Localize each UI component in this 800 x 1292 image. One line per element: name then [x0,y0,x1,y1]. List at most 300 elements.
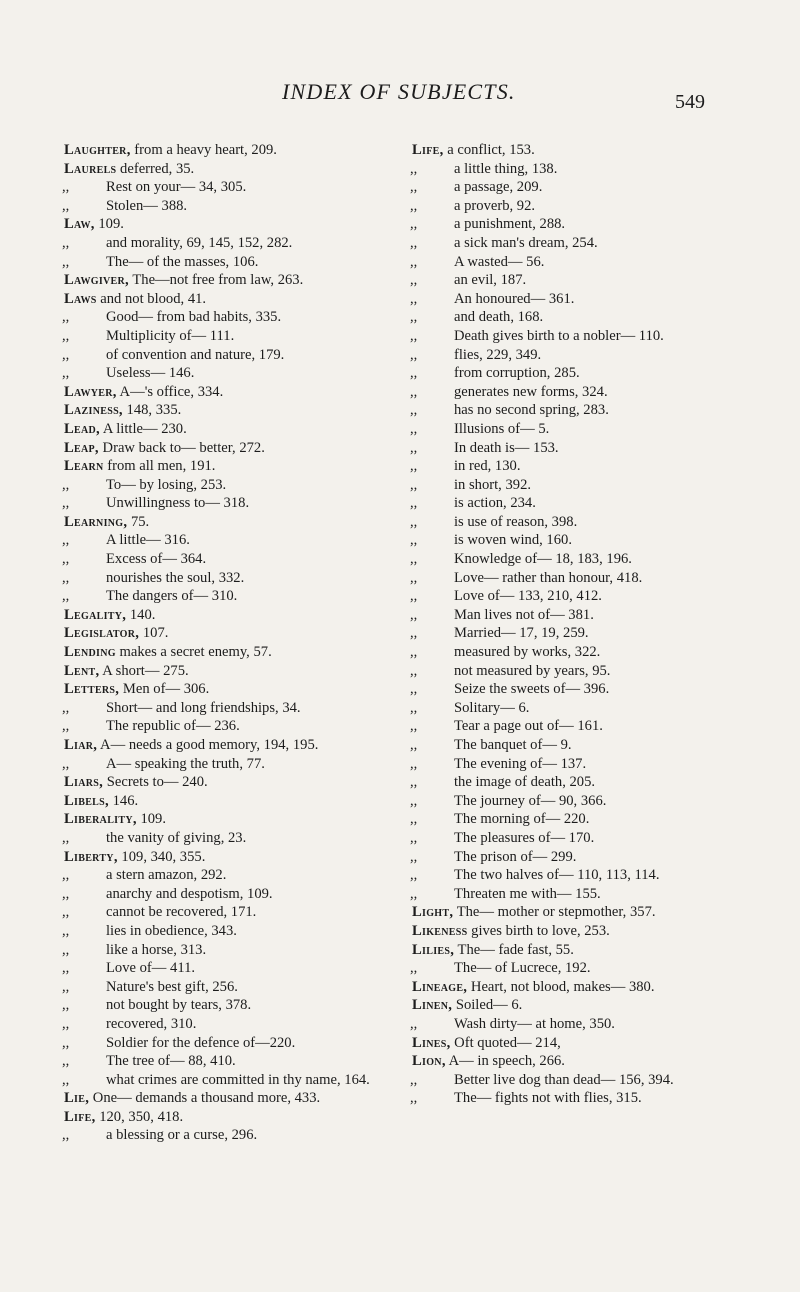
entry-text: Married— 17, 19, 259. [454,625,589,642]
entry-text: Rest on your— 34, 305. [106,179,247,196]
entry-heading: Lending [64,644,116,661]
index-subentry [412,1071,752,1090]
ditto-mark: ,, [62,588,70,605]
entry-heading: Liberty, [64,848,118,865]
entry-text: deferred, 35. [116,160,195,177]
index-subentry [64,327,404,346]
index-subentry [412,160,752,179]
entry-text: the vanity of giving, 23. [106,829,247,846]
entry-text: Threaten me with— 155. [454,885,601,902]
index-subentry [64,717,404,736]
index-subentry [412,587,752,606]
entry-text: The— of the masses, 106. [106,253,259,270]
entry-text: The pleasures of— 170. [454,829,595,846]
index-entry [64,383,404,402]
index-subentry [64,699,404,718]
ditto-mark: ,, [62,904,70,921]
index-subentry [412,680,752,699]
entry-heading: Lawyer, [64,383,117,400]
ditto-mark: ,, [62,309,70,326]
index-subentry [412,959,752,978]
entry-text: of convention and nature, 179. [106,346,285,363]
index-subentry [64,494,404,513]
ditto-mark: ,, [410,365,418,382]
ditto-mark: ,, [410,885,418,902]
ditto-mark: ,, [410,588,418,605]
entry-heading: Lie, [64,1090,90,1107]
index-subentry [412,624,752,643]
index-entry [64,141,404,160]
entry-heading: Lawgiver, [64,272,129,289]
entry-text: Good— from bad habits, 335. [106,309,282,326]
entry-text: is woven wind, 160. [454,532,572,549]
ditto-mark: ,, [410,606,418,623]
entry-text: 75. [127,513,150,530]
entry-text: the image of death, 205. [454,774,596,791]
index-subentry [64,253,404,272]
entry-text: Stolen— 388. [106,197,188,214]
entry-text: 107. [139,625,169,642]
index-entry [412,922,752,941]
entry-heading: Learn [64,458,104,475]
entry-text: In death is— 153. [454,439,559,456]
ditto-mark: ,, [410,625,418,642]
index-subentry [64,922,404,941]
index-entry [412,1034,752,1053]
ditto-mark: ,, [62,1015,70,1032]
entry-text: The dangers of— 310. [106,588,238,605]
ditto-mark: ,, [62,197,70,214]
page-header [0,79,800,115]
index-subentry [412,401,752,420]
ditto-mark: ,, [410,792,418,809]
entry-heading: Light, [412,904,454,921]
ditto-mark: ,, [410,309,418,326]
index-subentry [412,383,752,402]
ditto-mark: ,, [62,234,70,251]
ditto-mark: ,, [410,458,418,475]
entry-heading: Linen, [412,997,453,1014]
entry-heading: Laws [64,290,97,307]
index-subentry [412,866,752,885]
ditto-mark: ,, [62,346,70,363]
ditto-mark: ,, [62,699,70,716]
entry-heading: Law, [64,216,95,233]
entry-text: Death gives birth to a nobler— 110. [454,327,664,344]
index-subentry [412,364,752,383]
entry-text: is action, 234. [454,495,536,512]
entry-text: lies in obedience, 343. [106,922,237,939]
ditto-mark: ,, [410,476,418,493]
index-subentry [64,531,404,550]
entry-text: is use of reason, 398. [454,513,578,530]
entry-text: The evening of— 137. [454,755,587,772]
ditto-mark: ,, [62,532,70,549]
index-entry [64,773,404,792]
index-entry [412,941,752,960]
ditto-mark: ,, [410,513,418,530]
ditto-mark: ,, [410,346,418,363]
index-subentry [412,327,752,346]
entry-text: 109, 340, 355. [117,848,206,865]
index-subentry [412,420,752,439]
index-subentry [412,197,752,216]
ditto-mark: ,, [62,978,70,995]
index-subentry [412,792,752,811]
entry-text: not measured by years, 95. [454,662,611,679]
entry-text: Unwillingness to— 318. [106,495,250,512]
entry-text: an evil, 187. [454,272,527,289]
entry-text: Useless— 146. [106,365,195,382]
index-entry [64,160,404,179]
entry-text: The republic of— 236. [106,718,240,735]
ditto-mark: ,, [410,383,418,400]
index-subentry [412,513,752,532]
page-number: 549 [675,91,705,113]
index-subentry [64,1034,404,1053]
index-subentry [412,178,752,197]
entry-text: in red, 130. [454,458,521,475]
entry-text: The journey of— 90, 366. [454,792,607,809]
ditto-mark: ,, [62,1034,70,1051]
index-subentry [64,885,404,904]
index-entry [64,606,404,625]
entry-text: 109. [136,811,166,828]
entry-text: a stern amazon, 292. [106,867,227,884]
index-subentry [64,959,404,978]
entry-text: not bought by tears, 378. [106,997,252,1014]
index-subentry [64,569,404,588]
index-entry [412,978,752,997]
entry-heading: Letters, [64,681,120,698]
entry-text: a punishment, 288. [454,216,566,233]
ditto-mark: ,, [410,1071,418,1088]
entry-text: like a horse, 313. [106,941,207,958]
entry-text: cannot be recovered, 171. [106,904,257,921]
ditto-mark: ,, [410,681,418,698]
entry-text: flies, 229, 349. [454,346,542,363]
entry-text: 146. [108,792,139,809]
entry-text: The tree of— 88, 410. [106,1053,236,1070]
entry-text: Illusions of— 5. [454,420,550,437]
entry-text: a proverb, 92. [454,197,536,214]
index-entry [412,903,752,922]
index-entry [64,643,404,662]
ditto-mark: ,, [62,941,70,958]
entry-text: what crimes are committed in thy name, 164. [106,1071,370,1088]
index-subentry [412,810,752,829]
ditto-mark: ,, [410,811,418,828]
ditto-mark: ,, [410,160,418,177]
entry-text: A wasted— 56. [454,253,545,270]
ditto-mark: ,, [62,551,70,568]
entry-text: and death, 168. [454,309,544,326]
index-entry [64,513,404,532]
index-subentry [64,1015,404,1034]
entry-heading: Legality, [64,606,127,623]
entry-text: Better live dog than dead— 156, 394. [454,1071,674,1088]
ditto-mark: ,, [410,495,418,512]
index-subentry [64,1126,404,1145]
ditto-mark: ,, [410,848,418,865]
entry-text: Seize the sweets of— 396. [454,681,610,698]
entry-text: anarchy and despotism, 109. [106,885,273,902]
index-subentry [412,308,752,327]
index-subentry [412,662,752,681]
index-subentry [64,1052,404,1071]
ditto-mark: ,, [410,867,418,884]
entry-heading: Lead, [64,420,100,437]
index-subentry [64,364,404,383]
entry-text: A little— 230. [100,420,187,437]
ditto-mark: ,, [62,718,70,735]
ditto-mark: ,, [410,272,418,289]
index-subentry [64,829,404,848]
index-subentry [412,215,752,234]
index-entry [412,141,752,160]
ditto-mark: ,, [410,551,418,568]
ditto-mark: ,, [410,253,418,270]
entry-text: from all men, 191. [103,458,216,475]
entry-text: A— speaking the truth, 77. [106,755,265,772]
entry-heading: Liars, [64,774,104,791]
entry-heading: Leap, [64,439,99,456]
ditto-mark: ,, [62,253,70,270]
ditto-mark: ,, [62,495,70,512]
ditto-mark: ,, [410,420,418,437]
index-subentry [412,234,752,253]
entry-text: measured by works, 322. [454,644,601,661]
entry-text: a conflict, 153. [443,142,535,158]
ditto-mark: ,, [410,234,418,251]
index-entry [64,848,404,867]
entry-text: The prison of— 299. [454,848,577,865]
index-column-right [412,141,752,1108]
entry-text: generates new forms, 324. [454,383,608,400]
entry-heading: Laurels [64,160,117,177]
entry-text: Short— and long friendships, 34. [106,699,301,716]
index-entry [64,439,404,458]
index-subentry [412,346,752,365]
entry-text: nourishes the soul, 332. [106,569,245,586]
entry-text: Nature's best gift, 256. [106,978,238,995]
ditto-mark: ,, [410,718,418,735]
index-subentry [64,346,404,365]
ditto-mark: ,, [410,439,418,456]
index-entry [64,457,404,476]
ditto-mark: ,, [62,829,70,846]
entry-text: One— demands a thousand more, 433. [89,1090,321,1107]
entry-text: Man lives not of— 381. [454,606,594,623]
entry-text: The banquet of— 9. [454,737,572,753]
entry-text: 140. [126,606,156,623]
index-subentry [412,736,752,755]
index-subentry [64,996,404,1015]
index-subentry [412,606,752,625]
entry-text: Knowledge of— 18, 183, 196. [454,551,632,568]
ditto-mark: ,, [62,476,70,493]
entry-heading: Laughter, [64,142,131,158]
entry-text: Draw back to— better, 272. [98,439,265,456]
index-subentry [412,271,752,290]
index-subentry [64,197,404,216]
index-entry [64,420,404,439]
entry-text: Love of— 411. [106,960,196,977]
entry-text: has no second spring, 283. [454,402,609,419]
entry-heading: Legislator, [64,625,140,642]
entry-heading: Learning, [64,513,128,530]
entry-text: Love— rather than honour, 418. [454,569,643,586]
entry-text: Heart, not blood, makes— 380. [467,978,655,995]
index-subentry [64,978,404,997]
ditto-mark: ,, [410,569,418,586]
ditto-mark: ,, [410,737,418,753]
entry-text: a little thing, 138. [454,160,558,177]
index-subentry [412,253,752,272]
entry-heading: Likeness [412,922,468,939]
index-entry [64,810,404,829]
ditto-mark: ,, [62,997,70,1014]
entry-heading: Lion, [412,1053,446,1070]
ditto-mark: ,, [410,644,418,661]
index-subentry [412,717,752,736]
index-entry [64,736,404,755]
ditto-mark: ,, [410,216,418,233]
ditto-mark: ,, [410,699,418,716]
ditto-mark: ,, [410,662,418,679]
ditto-mark: ,, [410,402,418,419]
entry-text: a sick man's dream, 254. [454,234,598,251]
entry-text: makes a secret enemy, 57. [115,644,272,661]
ditto-mark: ,, [410,1015,418,1032]
index-subentry [412,1089,752,1108]
entry-text: from a heavy heart, 209. [130,142,277,158]
index-subentry [64,234,404,253]
entry-text: A—'s office, 334. [116,383,224,400]
index-subentry [412,550,752,569]
entry-text: Soiled— 6. [452,997,523,1014]
entry-text: Secrets to— 240. [103,774,208,791]
index-entry [64,215,404,234]
entry-text: A short— 275. [99,662,189,679]
index-subentry [412,569,752,588]
entry-text: Solitary— 6. [454,699,530,716]
index-entry [412,1052,752,1071]
ditto-mark: ,, [62,885,70,902]
entry-text: and not blood, 41. [96,290,207,307]
entry-heading: Lines, [412,1034,451,1051]
index-subentry [412,1015,752,1034]
ditto-mark: ,, [62,1127,70,1144]
index-subentry [412,531,752,550]
ditto-mark: ,, [62,1071,70,1088]
entry-text: The— fights not with flies, 315. [454,1090,642,1107]
entry-heading: Life, [412,142,444,158]
entry-text: Excess of— 364. [106,551,207,568]
entry-text: a passage, 209. [454,179,543,196]
entry-text: Tear a page out of— 161. [454,718,603,735]
index-entry [64,401,404,420]
entry-text: 120, 350, 418. [95,1108,184,1125]
ditto-mark: ,, [62,922,70,939]
entry-text: from corruption, 285. [454,365,580,382]
entry-text: To— by losing, 253. [106,476,227,493]
ditto-mark: ,, [410,327,418,344]
ditto-mark: ,, [410,960,418,977]
running-title: INDEX OF SUBJECTS. [282,79,516,104]
index-subentry [412,643,752,662]
index-subentry [412,494,752,513]
index-entry [412,996,752,1015]
entry-heading: Libels, [64,792,109,809]
index-subentry [412,476,752,495]
entry-heading: Lent, [64,662,100,679]
ditto-mark: ,, [62,179,70,196]
entry-text: A— needs a good memory, 194, 195. [97,737,319,753]
entry-text: Soldier for the defence of—220. [106,1034,296,1051]
entry-heading: Liar, [64,737,98,753]
entry-text: Love of— 133, 210, 412. [454,588,602,605]
ditto-mark: ,, [410,829,418,846]
index-subentry [412,773,752,792]
ditto-mark: ,, [62,755,70,772]
entry-text: An honoured— 361. [454,290,575,307]
index-subentry [64,1071,404,1090]
index-subentry [64,476,404,495]
index-subentry [412,755,752,774]
entry-text: The morning of— 220. [454,811,590,828]
entry-heading: Liberality, [64,811,137,828]
index-subentry [412,885,752,904]
index-entry [64,271,404,290]
ditto-mark: ,, [62,365,70,382]
index-entry [64,1108,404,1127]
ditto-mark: ,, [410,197,418,214]
index-subentry [64,941,404,960]
entry-text: A little— 316. [106,532,190,549]
entry-text: Multiplicity of— 111. [106,327,235,344]
ditto-mark: ,, [62,327,70,344]
ditto-mark: ,, [62,960,70,977]
entry-text: The—not free from law, 263. [128,272,304,289]
entry-text: A— in speech, 266. [445,1053,565,1070]
index-subentry [412,699,752,718]
ditto-mark: ,, [62,1053,70,1070]
entry-text: gives birth to love, 253. [467,922,610,939]
ditto-mark: ,, [410,179,418,196]
entry-text: 148, 335. [122,402,182,419]
index-entry [64,1089,404,1108]
index-subentry [64,587,404,606]
index-subentry [412,829,752,848]
ditto-mark: ,, [410,774,418,791]
index-subentry [412,290,752,309]
entry-text: The— mother or stepmother, 357. [453,904,656,921]
index-entry [64,680,404,699]
entry-heading: Lilies, [412,941,455,958]
ditto-mark: ,, [62,569,70,586]
index-subentry [64,550,404,569]
entry-text: Men of— 306. [119,681,210,698]
entry-text: The two halves of— 110, 113, 114. [454,867,660,884]
entry-text: a blessing or a curse, 296. [106,1127,258,1144]
index-subentry [412,457,752,476]
ditto-mark: ,, [62,867,70,884]
index-subentry [64,866,404,885]
index-subentry [64,903,404,922]
entry-text: The— fade fast, 55. [454,941,574,958]
index-subentry [412,848,752,867]
